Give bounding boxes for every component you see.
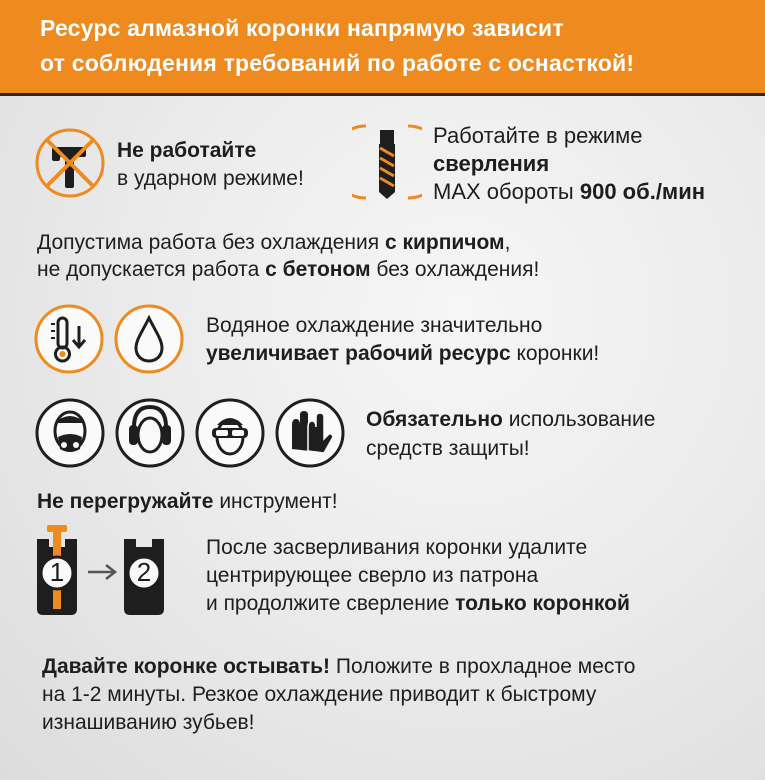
water-cooling-text: [206, 312, 599, 368]
cooling-rule-brick: с кирпичом: [384, 231, 505, 254]
cooldown-line3: изнашиванию зубьев!: [42, 711, 255, 734]
centering-line3: и продолжите сверление: [206, 592, 456, 615]
cooldown-line2: на 1-2 минуты. Резкое охлаждение приводит к быстрому: [42, 683, 597, 706]
no-hammer-bold: Не работайте: [117, 139, 257, 162]
step-2-label: 2: [136, 557, 152, 587]
ear-muffs-icon: [114, 397, 186, 469]
header-banner: [0, 0, 765, 96]
cooldown-text: [42, 653, 635, 737]
step-1-label: 1: [49, 557, 65, 587]
centering-line2: центрирующее сверло из патрона: [206, 564, 539, 587]
cooldown-line1: Положите в прохладное место: [330, 655, 636, 678]
water-cooling-bold: увеличивает рабочий ресурс: [206, 342, 511, 365]
overload-text: [37, 488, 338, 515]
protection-bold: Обязательно: [366, 408, 503, 431]
thermometer-icon: [34, 304, 104, 374]
drill-mode-line1: Работайте в режиме: [433, 123, 643, 148]
protection-post: использование: [502, 408, 656, 431]
cooling-rule-l2: не допускается работа: [37, 258, 266, 281]
protection-text: [366, 405, 655, 463]
gloves-icon: [274, 397, 346, 469]
goggles-icon: [194, 397, 266, 469]
protection-line2: средств защиты!: [366, 437, 530, 460]
drill-mode-rpm: 900 об./мин: [579, 179, 706, 204]
drill-mode-text: [433, 122, 705, 206]
no-hammer-text: [117, 137, 304, 193]
centering-bold: только коронкой: [455, 592, 630, 615]
drill-mode-line3: MAX обороты: [433, 179, 580, 204]
drill-mode-bold: сверления: [433, 151, 550, 176]
centering-line1: После засверливания коронки удалите: [206, 536, 588, 559]
centering-text: [206, 534, 630, 618]
water-cooling-post: коронки!: [510, 342, 600, 365]
hammer-crossed-icon: [34, 127, 106, 199]
drill-bit-icon: [352, 124, 422, 200]
water-cooling-line1: Водяное охлаждение значительно: [206, 314, 543, 337]
no-hammer-line2: в ударном режиме!: [117, 167, 304, 190]
overload-post: инструмент!: [213, 490, 338, 513]
arrow-right-icon: [86, 563, 118, 581]
cooling-rule-text: [37, 229, 539, 283]
header-line-1: Ресурс алмазной коронки напрямую зависит: [40, 15, 564, 41]
header-line-2: от соблюдения требований по работе с оснасткой!: [40, 50, 635, 76]
cooldown-bold: Давайте коронке остывать!: [42, 655, 331, 678]
cooling-rule-l1: Допустима работа без охлаждения: [37, 231, 385, 254]
respirator-icon: [34, 397, 106, 469]
cooling-rule-concrete: с бетоном: [265, 258, 371, 281]
overload-bold: Не перегружайте: [37, 490, 214, 513]
cooling-rule-l2-post: без охлаждения!: [370, 258, 540, 281]
water-drop-icon: [114, 304, 184, 374]
cooling-rule-l1-post: ,: [504, 231, 511, 254]
